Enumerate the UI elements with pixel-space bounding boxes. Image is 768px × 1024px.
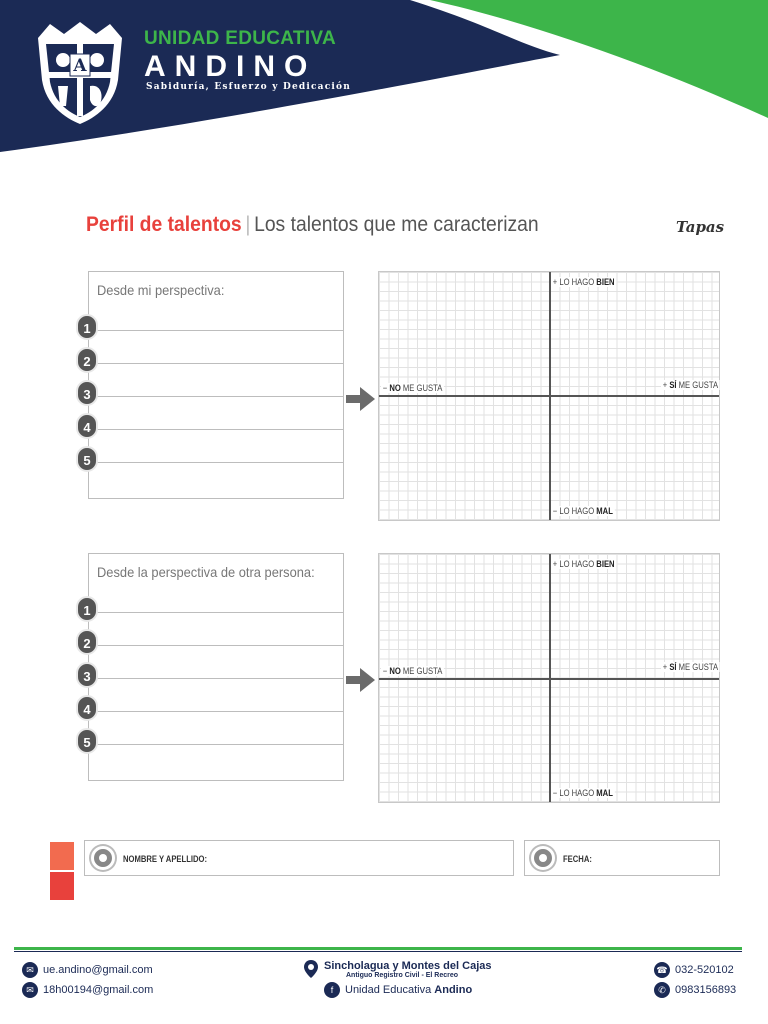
number-badge-3: 3 — [76, 662, 98, 688]
other-perspective-list — [88, 553, 344, 781]
phone-contact[interactable]: ☎ 032-520102 — [654, 962, 734, 978]
answer-line-4[interactable] — [89, 711, 343, 712]
label-no-me-gusta: − NO ME GUSTA — [382, 666, 443, 676]
footer-navy-rule — [14, 951, 742, 952]
number-badge-2: 2 — [76, 629, 98, 655]
color-swatch-orange — [50, 842, 74, 870]
label-si-me-gusta: + SÍ ME GUSTA — [662, 662, 719, 672]
target-icon — [91, 846, 115, 870]
school-motto: Sabiduría, Esfuerzo y Dedicación — [146, 82, 351, 92]
label-lo-hago-mal: − LO HAGO MAL — [552, 788, 613, 798]
number-badge-4: 4 — [76, 695, 98, 721]
list-heading: Desde la perspectiva de otra persona: — [97, 564, 315, 580]
name-label: NOMBRE Y APELLIDO: — [123, 854, 208, 864]
answer-line-5[interactable] — [89, 462, 343, 463]
answer-line-3[interactable] — [89, 396, 343, 397]
date-label: FECHA: — [563, 854, 592, 864]
number-badge-1: 1 — [76, 314, 98, 340]
name-field[interactable] — [84, 840, 514, 876]
number-badge-2: 2 — [76, 347, 98, 373]
number-badge-5: 5 — [76, 728, 98, 754]
school-crest-logo — [30, 20, 130, 125]
arrow-right-icon — [346, 667, 376, 693]
answer-line-2[interactable] — [89, 645, 343, 646]
phone-icon: ☎ — [654, 962, 670, 978]
color-swatch-red — [50, 872, 74, 900]
school-name-line2: ANDINO — [144, 50, 317, 83]
talent-quadrant-grid-1[interactable] — [378, 271, 720, 521]
talent-quadrant-grid-2[interactable] — [378, 553, 720, 803]
page-title — [86, 213, 539, 237]
number-badge-5: 5 — [76, 446, 98, 472]
whatsapp-contact[interactable]: ✆ 0983156893 — [654, 982, 736, 998]
facebook-icon: f — [324, 982, 340, 998]
list-heading: Desde mi perspectiva: — [97, 282, 225, 298]
number-badge-1: 1 — [76, 596, 98, 622]
location-pin-icon — [304, 960, 318, 978]
target-icon — [531, 846, 555, 870]
label-lo-hago-mal: − LO HAGO MAL — [552, 506, 613, 516]
mail-icon: ✉ — [22, 962, 38, 978]
horizontal-axis — [379, 678, 719, 680]
title-separator: | — [245, 213, 251, 236]
footer-green-rule — [14, 947, 742, 950]
svg-text:A: A — [73, 56, 87, 76]
label-lo-hago-bien: + LO HAGO BIEN — [552, 277, 615, 287]
self-perspective-list — [88, 271, 344, 499]
answer-line-1[interactable] — [89, 330, 343, 331]
title-red-part: Perfil de talentos — [86, 213, 242, 236]
label-no-me-gusta: − NO ME GUSTA — [382, 383, 443, 393]
number-badge-3: 3 — [76, 380, 98, 406]
school-name-line1: UNIDAD EDUCATIVA — [144, 28, 336, 49]
answer-line-5[interactable] — [89, 744, 343, 745]
answer-line-3[interactable] — [89, 678, 343, 679]
answer-line-1[interactable] — [89, 612, 343, 613]
email-contact-2[interactable]: ✉ 18h00194@gmail.com — [22, 982, 153, 998]
answer-line-2[interactable] — [89, 363, 343, 364]
whatsapp-icon: ✆ — [654, 982, 670, 998]
facebook-contact[interactable]: f Unidad Educativa Andino — [324, 982, 472, 998]
page-header — [0, 0, 768, 160]
label-si-me-gusta: + SÍ ME GUSTA — [662, 380, 719, 390]
mail-icon: ✉ — [22, 982, 38, 998]
label-lo-hago-bien: + LO HAGO BIEN — [552, 559, 615, 569]
horizontal-axis — [379, 395, 719, 397]
address-main: Sincholagua y Montes del Cajas — [324, 960, 492, 972]
answer-line-4[interactable] — [89, 429, 343, 430]
date-field[interactable] — [524, 840, 720, 876]
tapas-brand-logo: Tapas — [676, 218, 725, 236]
title-gray-part: Los talentos que me caracterizan — [254, 213, 539, 236]
number-badge-4: 4 — [76, 413, 98, 439]
address-sub: Antiguo Registro Civil - El Recreo — [346, 972, 459, 979]
email-contact-1[interactable]: ✉ ue.andino@gmail.com — [22, 962, 153, 978]
arrow-right-icon — [346, 386, 376, 412]
